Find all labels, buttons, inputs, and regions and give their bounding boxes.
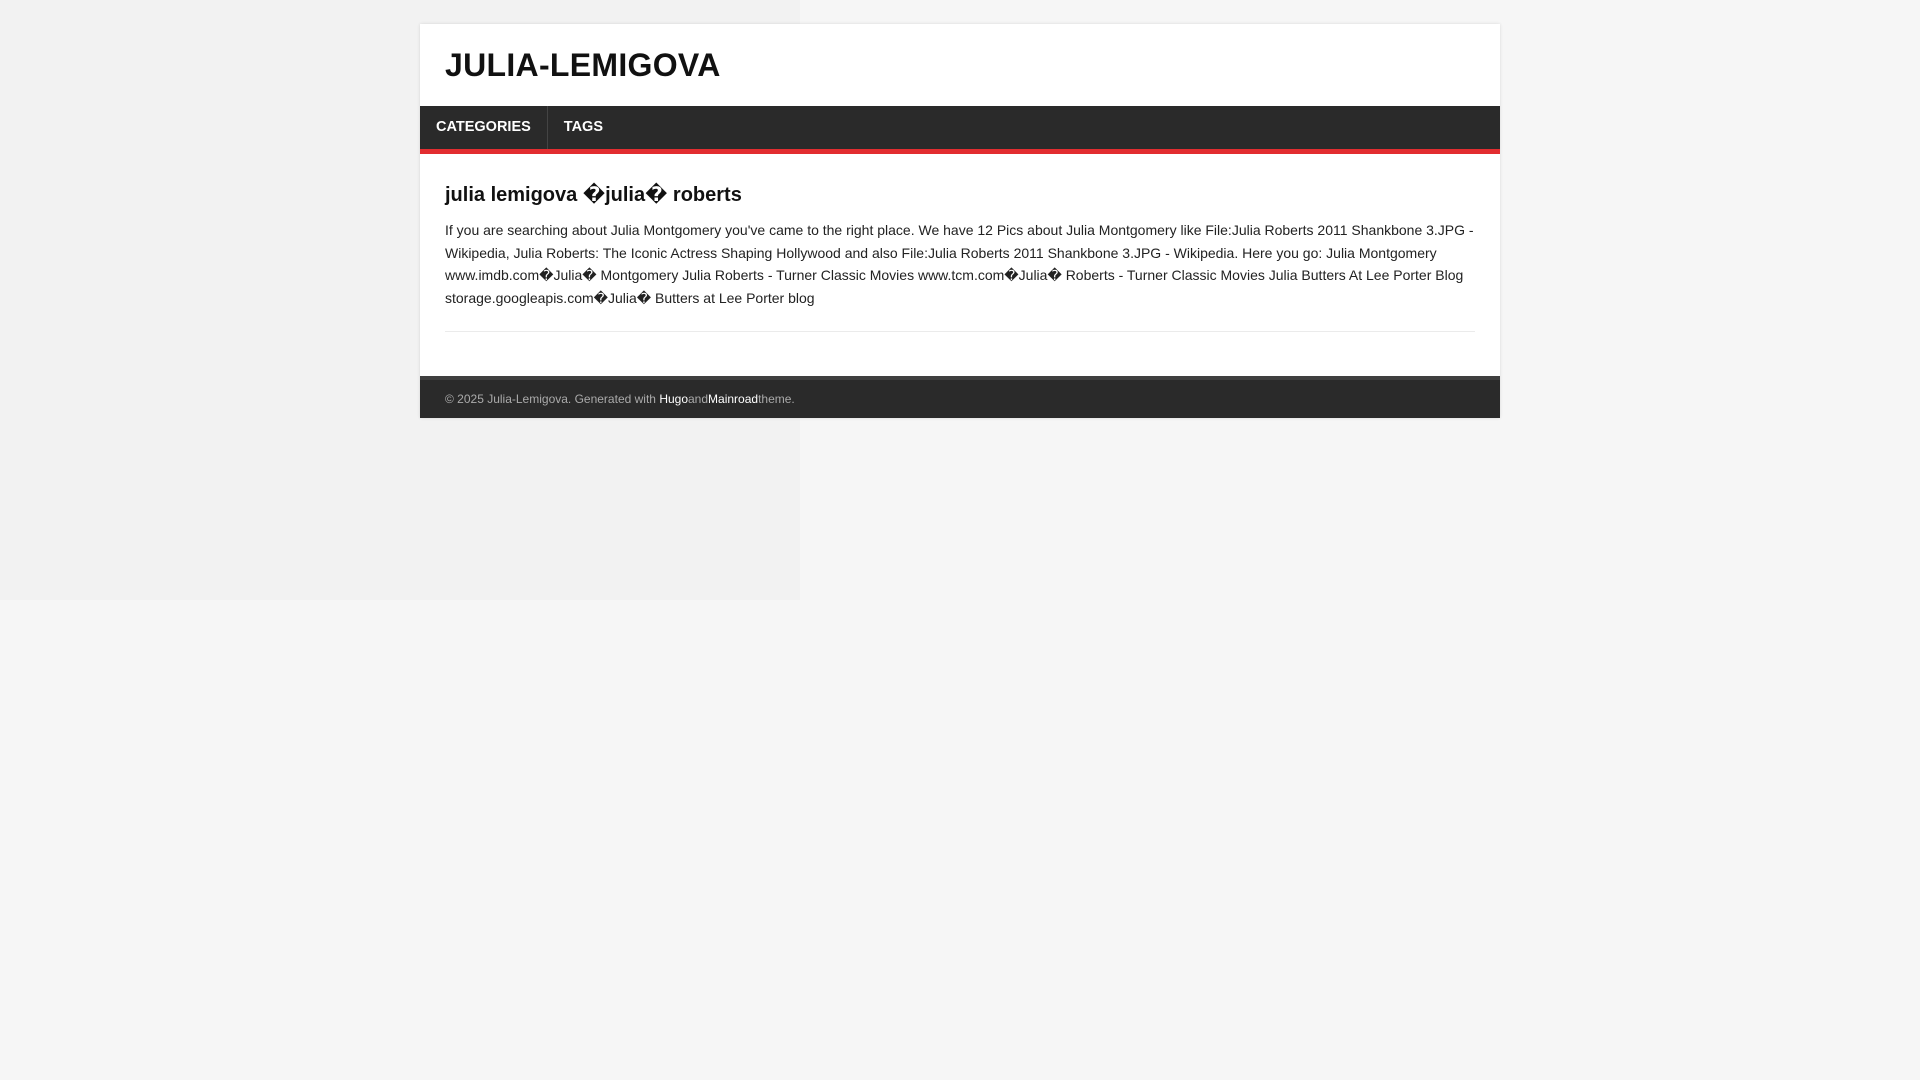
site-logo[interactable]: JULIA-LEMIGOVA [445, 46, 721, 83]
site-footer [420, 376, 1500, 418]
post-entry [445, 182, 1475, 332]
main-content [420, 154, 1500, 376]
page-container [420, 24, 1500, 418]
post-summary: If you are searching about Julia Montgomery you've came to the right place. We have 12 Pics about Julia Montgomery like File:Julia Roberts 2011 Shankbone 3.JPG - Wikipedia, Julia Roberts: The Iconic Actress Shaping Hollywood and also File:Julia Roberts 2011 Shankbone 3.JPG - Wikipedia. Here you go: Julia Montgomery www.imdb.com�Julia� Montgomery Julia Roberts - Turner Classic Movies www.tcm.com�Julia� Roberts - Turner Classic Movies Julia Butters At Lee Porter Blog storage.googleapis.com�Julia� Butters at Lee Porter blog [445, 222, 1474, 306]
content-spacer [445, 332, 1475, 376]
footer-theme-text: theme. [758, 392, 795, 406]
site-header [420, 24, 1500, 106]
footer-hugo-link[interactable]: Hugo [659, 392, 688, 406]
menu-item-tags[interactable]: TAGS [563, 119, 603, 135]
post-title [445, 182, 1475, 207]
post-title-link[interactable]: julia lemigova �julia� roberts [445, 184, 742, 206]
menu-item-categories[interactable]: CATEGORIES [420, 106, 548, 149]
footer-copyright: © 2025 Julia-Lemigova. Generated with [445, 392, 656, 406]
main-menu [420, 106, 1500, 154]
footer-and-text: and [688, 392, 709, 406]
footer-mainroad-link[interactable]: Mainroad [708, 392, 759, 406]
